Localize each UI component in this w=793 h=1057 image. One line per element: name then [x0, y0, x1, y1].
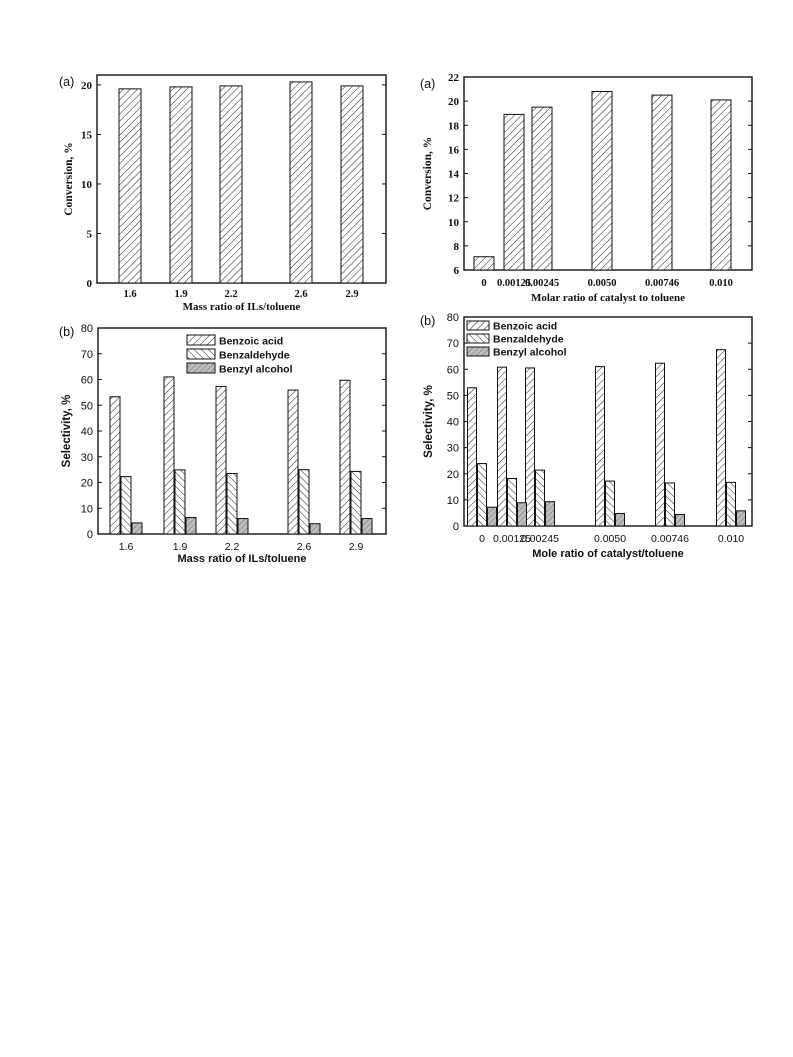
bar-benzyl-alcohol-0.0050 — [616, 513, 625, 526]
x-tick-label: 2.9 — [345, 289, 359, 300]
bar-benzaldehyde-2.6 — [299, 470, 309, 534]
y-tick-label: 10 — [81, 178, 92, 191]
y-tick-label: 30 — [446, 442, 459, 455]
x-tick-label: 0 — [479, 533, 485, 545]
y-tick-label: 60 — [446, 364, 459, 377]
y-tick-label: 80 — [446, 312, 459, 324]
bar-benzoic-acid-0.010 — [717, 350, 726, 526]
bar-benzaldehyde-0.00245 — [536, 470, 545, 526]
y-tick-label: 10 — [80, 503, 93, 516]
y-tick-label: 40 — [80, 426, 93, 438]
bar-benzyl-alcohol-0.00746 — [676, 515, 685, 526]
y-tick-label: 0 — [452, 521, 459, 533]
x-tick-label: 2.9 — [348, 541, 364, 553]
bar-benzoic-acid-1.9 — [164, 377, 174, 534]
bar-0.0050 — [592, 91, 612, 270]
bar-benzaldehyde-0 — [478, 464, 487, 526]
y-tick-label: 20 — [448, 96, 459, 109]
chart-panel-3 — [59, 323, 386, 565]
x-axis-label: Mass ratio of ILs/toluene — [182, 301, 301, 313]
x-tick-label: 1.6 — [118, 541, 134, 553]
x-tick-label: 0.00245 — [524, 278, 560, 289]
bar-1.9 — [170, 87, 192, 283]
y-tick-label: 30 — [80, 451, 93, 464]
legend-swatch — [187, 335, 215, 345]
bar-benzoic-acid-0.0050 — [596, 367, 605, 526]
chart-panel-4 — [420, 312, 752, 560]
x-tick-label: 1.9 — [174, 289, 188, 300]
y-tick-label: 20 — [81, 79, 92, 92]
bar-benzyl-alcohol-1.6 — [132, 523, 142, 534]
bar-benzyl-alcohol-0.010 — [737, 511, 746, 526]
bar-0.00245 — [532, 107, 552, 270]
x-tick-label: 0 — [481, 278, 487, 289]
panel-label: (a) — [420, 77, 436, 91]
bar-benzaldehyde-1.6 — [121, 477, 131, 534]
bar-benzaldehyde-1.9 — [175, 470, 185, 534]
y-axis-label: Conversion, % — [422, 136, 434, 211]
bar-benzoic-acid-2.2 — [216, 386, 226, 534]
bar-benzyl-alcohol-2.9 — [362, 519, 372, 534]
x-axis-label: Molar ratio of catalyst to toluene — [530, 292, 686, 304]
x-tick-label: 2.2 — [224, 541, 240, 553]
y-axis-label: Selectivity, % — [61, 394, 73, 468]
bar-benzaldehyde-0.010 — [727, 482, 736, 526]
bar-0 — [474, 257, 494, 270]
bar-benzyl-alcohol-2.2 — [238, 519, 248, 534]
y-tick-label: 5 — [86, 228, 92, 241]
y-tick-label: 8 — [453, 240, 459, 253]
x-axis-label: Mole ratio of catalyst/toluene — [532, 548, 684, 560]
x-tick-label: 2.6 — [294, 289, 308, 300]
y-tick-label: 20 — [80, 477, 93, 490]
legend-swatch — [467, 347, 489, 356]
legend — [187, 335, 293, 376]
bar-2.2 — [220, 86, 242, 283]
bar-benzyl-alcohol-1.9 — [186, 518, 196, 534]
chart-panel-1 — [59, 75, 386, 313]
x-tick-label: 0.010 — [717, 533, 745, 545]
bar-benzaldehyde-0.00746 — [666, 483, 675, 526]
x-tick-label: 1.9 — [172, 541, 188, 553]
y-tick-label: 16 — [448, 144, 459, 157]
panel-label: (a) — [59, 75, 75, 89]
bar-2.9 — [341, 86, 363, 283]
y-tick-label: 10 — [448, 216, 459, 229]
bar-benzoic-acid-0.00746 — [656, 363, 665, 526]
y-tick-label: 6 — [453, 265, 459, 277]
legend-swatch — [467, 321, 489, 330]
legend-swatch — [187, 363, 215, 373]
x-tick-label: 0.00125 — [493, 533, 531, 545]
y-tick-label: 14 — [448, 168, 459, 181]
y-tick-label: 22 — [448, 72, 459, 84]
panel-label: (b) — [420, 314, 436, 328]
legend-label: Benzyl alcohol — [493, 346, 567, 359]
y-tick-label: 15 — [81, 129, 92, 142]
y-tick-label: 50 — [80, 400, 93, 413]
bar-benzoic-acid-1.6 — [110, 397, 120, 534]
x-axis-label: Mass ratio of ILs/toluene — [177, 553, 307, 565]
y-tick-label: 0 — [86, 529, 93, 541]
bar-benzyl-alcohol-0.00245 — [546, 502, 555, 526]
legend-label: Benzaldehyde — [219, 349, 290, 362]
bar-benzaldehyde-0.0050 — [606, 481, 615, 526]
bar-0.00746 — [652, 95, 672, 270]
bar-benzyl-alcohol-2.6 — [310, 524, 320, 534]
y-axis-label: Conversion, % — [63, 142, 75, 216]
y-tick-label: 60 — [80, 374, 93, 387]
y-tick-label: 18 — [448, 120, 459, 133]
bar-0.00125 — [504, 114, 524, 270]
y-axis-label: Selectivity, % — [423, 385, 435, 458]
x-tick-label: 1.6 — [123, 289, 137, 300]
x-tick-label: 2.6 — [296, 541, 312, 553]
panel-label: (b) — [59, 325, 75, 339]
x-tick-label: 0.0050 — [593, 533, 627, 545]
y-tick-label: 40 — [446, 416, 459, 429]
x-tick-label: 0.010 — [709, 278, 733, 289]
bar-benzoic-acid-0.00125 — [498, 367, 507, 526]
bar-0.010 — [711, 100, 731, 270]
legend-label: Benzyl alcohol — [219, 363, 293, 376]
bar-benzoic-acid-2.9 — [340, 380, 350, 534]
y-tick-label: 70 — [446, 338, 459, 351]
bar-1.6 — [119, 89, 141, 283]
bar-benzaldehyde-0.00125 — [508, 478, 517, 526]
bar-benzaldehyde-2.9 — [351, 471, 361, 534]
bar-benzoic-acid-0 — [468, 388, 477, 526]
y-tick-label: 0 — [86, 278, 92, 290]
bar-benzoic-acid-2.6 — [288, 390, 298, 534]
bar-benzyl-alcohol-0 — [488, 507, 497, 526]
bar-benzaldehyde-2.2 — [227, 473, 237, 534]
y-tick-label: 50 — [446, 390, 459, 403]
x-tick-label: 0.00245 — [521, 533, 559, 545]
legend-swatch — [187, 349, 215, 359]
legend — [467, 321, 567, 359]
y-tick-label: 70 — [80, 348, 93, 361]
y-tick-label: 80 — [80, 323, 93, 335]
y-tick-label: 10 — [446, 494, 459, 507]
legend-label: Benzoic acid — [219, 335, 284, 348]
legend-swatch — [467, 334, 489, 343]
bar-benzyl-alcohol-0.00125 — [518, 503, 527, 526]
x-tick-label: 0.00746 — [644, 278, 680, 289]
x-tick-label: 0.00125 — [496, 278, 532, 289]
y-tick-label: 20 — [446, 468, 459, 481]
legend-label: Benzoic acid — [493, 320, 558, 333]
legend-label: Benzaldehyde — [493, 333, 564, 346]
x-tick-label: 0.00746 — [651, 533, 689, 545]
x-tick-label: 0.0050 — [587, 278, 617, 289]
bar-2.6 — [290, 82, 312, 283]
y-tick-label: 12 — [448, 192, 459, 205]
x-tick-label: 2.2 — [224, 289, 238, 300]
chart-panel-2 — [420, 72, 752, 304]
